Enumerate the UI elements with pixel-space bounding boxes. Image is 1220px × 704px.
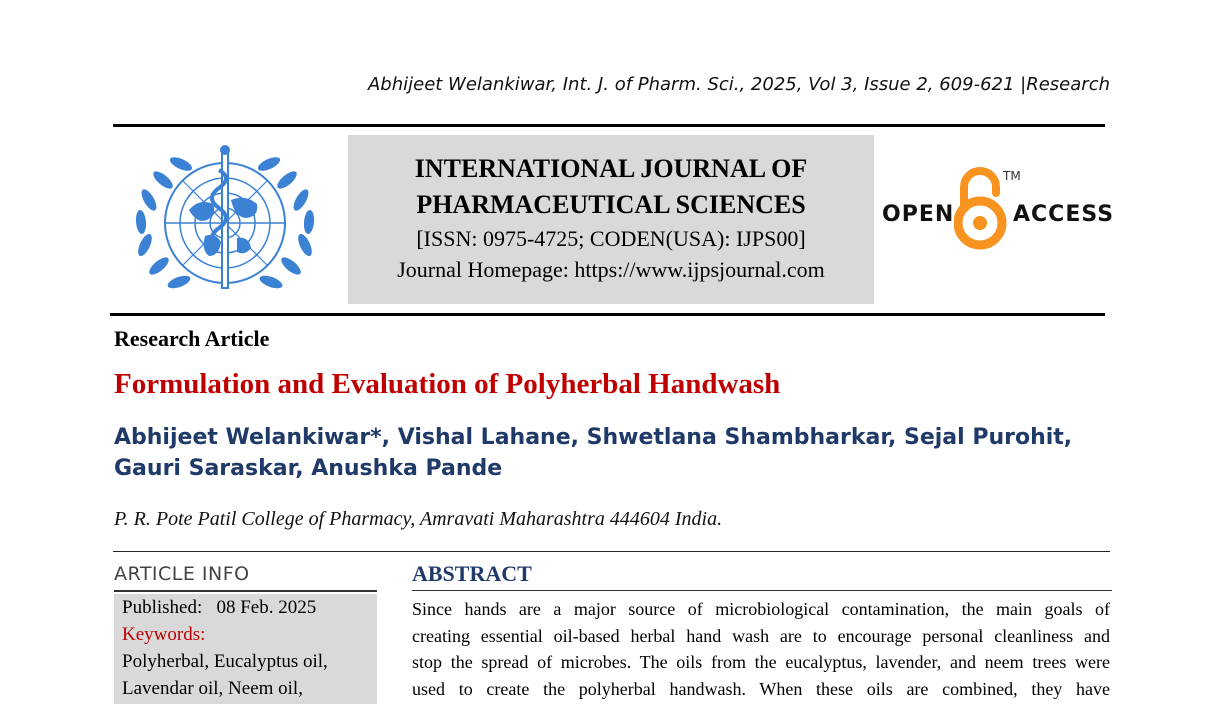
top-rule: [113, 124, 1105, 127]
affiliation: P. R. Pote Patil College of Pharmacy, Amravati Maharashtra 444604 India.: [114, 508, 723, 530]
keywords-line2: Lavendar oil, Neem oil,: [122, 678, 303, 699]
journal-masthead: [348, 135, 874, 304]
journal-homepage[interactable]: Journal Homepage: https://www.ijpsjournal.com: [397, 257, 825, 282]
running-head: Abhijeet Welankiwar, Int. J. of Pharm. Sci., 2025, Vol 3, Issue 2, 609-621 |Research: [367, 74, 1110, 95]
trademark-mark: TM: [1003, 169, 1021, 183]
published-row: [122, 594, 369, 621]
authors-line1: Abhijeet Welankiwar*, Vishal Lahane, Shwetlana Shambharkar, Sejal Purohit,: [114, 425, 1073, 450]
authors-line2: Gauri Saraskar, Anushka Pande: [114, 456, 503, 481]
abstract-line: used to create the polyherbal handwash. When these oils are combined, they have: [412, 678, 1110, 699]
article-info-box: [114, 594, 377, 704]
journal-name-line1: INTERNATIONAL JOURNAL OF: [414, 154, 808, 183]
article-title: Formulation and Evaluation of Polyherbal Handwash: [114, 368, 781, 400]
abstract-line: Since hands are a major source of microbiological contamination, the main goals of: [412, 599, 1110, 619]
abstract-line: stop the spread of microbes. The oils from the eucalyptus, lavender, and neem trees were: [412, 652, 1110, 672]
article-info-rule: [114, 590, 377, 592]
published-date: 08 Feb. 2025: [216, 597, 317, 618]
journal-name-line2: PHARMACEUTICAL SCIENCES: [416, 190, 806, 219]
journal-emblem-icon: [127, 140, 323, 306]
section-rule: [113, 551, 1110, 552]
article-info-heading: ARTICLE INFO: [114, 563, 250, 585]
journal-issn: [ISSN: 0975-4725; CODEN(USA): IJPS00]: [416, 226, 806, 251]
author-list: [114, 422, 1104, 484]
open-access-logo: [880, 165, 1115, 255]
abstract-body: [412, 596, 1110, 702]
abstract-rule: [412, 590, 1112, 591]
published-label: Published:: [122, 597, 203, 618]
masthead-rule: [110, 313, 1105, 316]
abstract-heading: ABSTRACT: [412, 561, 532, 586]
access-word: ACCESS: [1013, 202, 1115, 227]
open-word: OPEN: [882, 202, 955, 227]
keywords-label: Keywords:: [122, 624, 206, 645]
article-type: Research Article: [114, 326, 270, 351]
abstract-line: creating essential oil-based herbal hand wash are to encourage personal cleanliness and: [412, 625, 1110, 646]
keywords-line1: Polyherbal, Eucalyptus oil,: [122, 651, 328, 672]
